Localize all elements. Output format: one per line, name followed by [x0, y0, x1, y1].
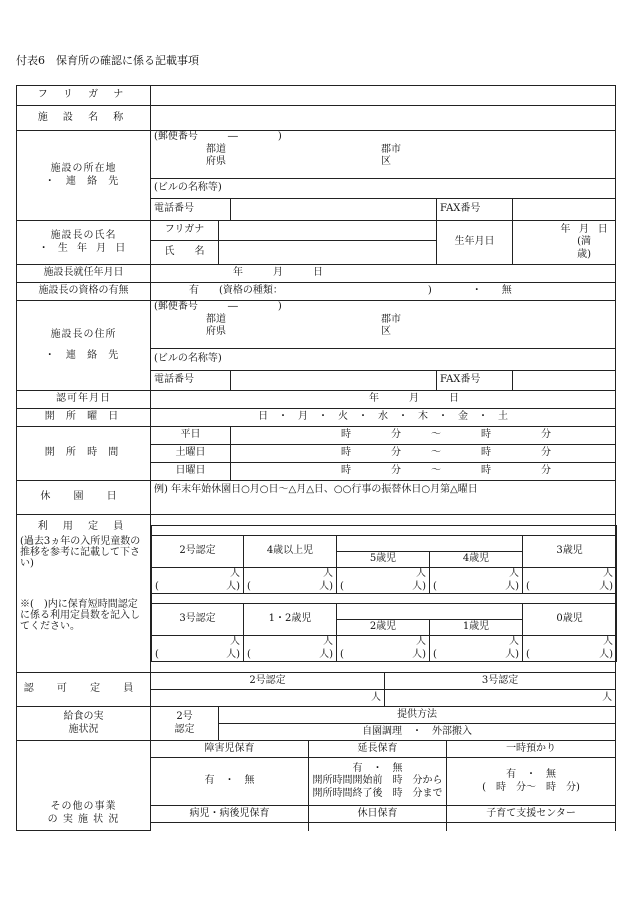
- city-label-1: 郡市: [381, 143, 401, 155]
- birth-day-label: 日: [597, 223, 608, 235]
- capacity-grid-cell: [151, 515, 616, 673]
- birth-month-label: 月: [579, 223, 590, 235]
- age3-nin: 人: [603, 568, 614, 579]
- age1-paren-l: (: [433, 648, 437, 660]
- cert3-count-cell[interactable]: [152, 636, 244, 662]
- other-services-label: [17, 741, 151, 831]
- hours-weekday-field[interactable]: 時 分 ～ 時 分: [231, 427, 616, 445]
- age3-paren-r: 人): [599, 580, 614, 592]
- dir-postal-code-label: (郵便番号 ― ): [154, 301, 282, 312]
- other-services-label-2: の 実 施 状 況: [47, 813, 120, 825]
- facility-form-table: [16, 85, 622, 831]
- age4-count-cell[interactable]: [430, 568, 523, 594]
- capacity-note: (過去3ヵ年の入所児童数の推移を参考に記載して下さい): [20, 535, 141, 569]
- birthdate-field[interactable]: [513, 221, 622, 265]
- extended-end: 開所時間終了後 時 分まで: [312, 787, 443, 799]
- age3-count-cell[interactable]: [523, 568, 617, 594]
- over4-paren-r: 人): [319, 580, 333, 592]
- disabled-care-yes-no[interactable]: 有 ・ 無: [151, 758, 309, 806]
- appointed-date-label: 施設長就任年月日: [17, 265, 151, 283]
- dir-fax-label: FAX番号: [437, 371, 513, 391]
- age5-nin: 人: [416, 568, 426, 579]
- director-furigana-label: フリガナ: [151, 221, 219, 241]
- hours-saturday-field[interactable]: 時 分 ～ 時 分: [231, 445, 616, 463]
- director-address-label-1: 施設長の住所: [50, 329, 117, 340]
- meal-cert-label-2: 認定: [174, 723, 195, 735]
- age1-count-cell[interactable]: [430, 636, 523, 662]
- phone-field[interactable]: [231, 199, 437, 221]
- dir-city-label-2: 区: [381, 326, 391, 337]
- meal-cert-label: [151, 707, 219, 741]
- support-center-field[interactable]: [447, 823, 616, 831]
- capacity-label: 利 用 定 員: [37, 521, 130, 532]
- temp-care-label: 一時預かり: [447, 741, 616, 758]
- lc-cert2-label: 2号認定: [151, 673, 385, 690]
- cert2-count-cell[interactable]: [152, 568, 244, 594]
- age3-paren-l: (: [526, 580, 530, 592]
- city-label-2: 区: [381, 156, 391, 167]
- meal-label-2: 施状況: [68, 723, 99, 735]
- age0-paren-r: 人): [599, 648, 614, 660]
- capacity-label-cell: [17, 515, 151, 673]
- temp-time: ( 時 分～ 時 分): [482, 781, 580, 793]
- age0-count-cell[interactable]: [523, 636, 617, 662]
- holiday-care-label: 休日保育: [309, 806, 447, 823]
- support-center-label: 子育て支援センター: [447, 806, 616, 823]
- open-days-label: 開 所 曜 日: [17, 409, 151, 427]
- birth-year-label: 年: [560, 223, 571, 235]
- cert3-label: 3号認定: [152, 604, 244, 636]
- closed-days-label: 休 園 日: [17, 481, 151, 515]
- capacity-grid: [151, 525, 617, 662]
- age12-label: 1・2歳児: [244, 604, 337, 636]
- sick-care-field[interactable]: [151, 823, 309, 831]
- extended-care-label: 延長保育: [309, 741, 447, 758]
- lc-cert3-field[interactable]: 人: [385, 690, 616, 707]
- age5-paren-l: (: [340, 580, 344, 592]
- cert3-paren-l: (: [155, 648, 159, 660]
- director-name-label-small: 氏 名: [151, 241, 219, 265]
- facility-address-label-2: ・ 連 絡 先: [44, 175, 123, 187]
- facility-address-field[interactable]: [151, 131, 616, 179]
- qualification-field[interactable]: 有 (資格の種類： ) ・ 無: [151, 283, 616, 301]
- age12-nin: 人: [323, 636, 333, 647]
- hours-day-sunday: 日曜日: [151, 463, 231, 481]
- extended-yes-no: 有 ・ 無: [352, 762, 403, 774]
- director-address-field[interactable]: [151, 301, 616, 349]
- appointed-date-field[interactable]: 年 月 日: [151, 265, 616, 283]
- qualification-label: 施設長の資格の有無: [17, 283, 151, 301]
- age2-nin: 人: [416, 636, 426, 647]
- age2-paren-r: 人): [412, 648, 426, 660]
- cert2-paren-l: (: [155, 580, 159, 592]
- dir-phone-field[interactable]: [231, 371, 437, 391]
- age1-label: 1歳児: [430, 620, 523, 636]
- cert2-label: 2号認定: [152, 536, 244, 568]
- open-hours-label: 開 所 時 間: [17, 427, 151, 481]
- age4-paren-l: (: [433, 580, 437, 592]
- cert2-paren-r: 人): [226, 580, 240, 592]
- dir-city-label-1: 郡市: [381, 313, 401, 325]
- facility-name-label: 施 設 名 称: [17, 106, 151, 131]
- temp-care-cell[interactable]: [447, 758, 616, 806]
- meal-cert-label-1: 2号: [176, 711, 193, 722]
- dir-address-row-2: [154, 326, 612, 339]
- age3-label: 3歳児: [523, 536, 617, 568]
- meal-method-label: 提供方法: [219, 707, 616, 724]
- director-address-label-2: ・ 連 絡 先: [44, 349, 123, 361]
- short-time-note: ※( )内に保育短時間認定に係る利用定員数を記入してください。: [20, 598, 140, 632]
- age4-label: 4歳児: [430, 552, 523, 568]
- sick-care-label: 病児・病後児保育: [151, 806, 309, 823]
- birthdate-label: 生年月日: [437, 221, 513, 265]
- age0-paren-l: (: [526, 648, 530, 660]
- director-furigana-field[interactable]: [219, 221, 437, 241]
- meal-label: [17, 707, 151, 741]
- facility-name-field[interactable]: [151, 106, 616, 131]
- age12-count-cell[interactable]: [244, 636, 337, 662]
- director-address-label: [17, 301, 151, 391]
- fax-label: FAX番号: [437, 199, 513, 221]
- prefecture-label-1: 都道: [206, 143, 226, 155]
- age5-label: 5歳児: [337, 552, 430, 568]
- dir-prefecture-label-2: 府県: [206, 326, 226, 337]
- age-label: (満 歳): [577, 236, 622, 260]
- approval-date-label: 認可年月日: [17, 391, 151, 409]
- lc-cert3-label: 3号認定: [385, 673, 616, 690]
- document-title: 付表6 保育所の確認に係る記載事項: [16, 54, 199, 67]
- dir-phone-label: 電話番号: [151, 371, 231, 391]
- age12-paren-l: (: [247, 648, 251, 660]
- extended-care-cell[interactable]: [309, 758, 447, 806]
- cert2-count-row: [152, 568, 617, 594]
- over4-count-cell[interactable]: [244, 568, 337, 594]
- temp-yes-no: 有 ・ 無: [506, 769, 557, 780]
- age4-paren-r: 人): [505, 580, 519, 592]
- age5-count-cell[interactable]: [337, 568, 430, 594]
- cert3-count-row: [152, 636, 617, 662]
- holiday-care-field[interactable]: [309, 823, 447, 831]
- disabled-care-label: 障害児保育: [151, 741, 309, 758]
- postal-code-label: (郵便番号 ― ): [154, 131, 282, 142]
- dir-prefecture-label-1: 都道: [206, 313, 226, 325]
- facility-furigana-field[interactable]: [151, 86, 616, 106]
- address-prefecture-row-2: [154, 156, 612, 169]
- director-name-label: [17, 221, 151, 265]
- age2-count-cell[interactable]: [337, 636, 430, 662]
- meal-method-options[interactable]: 自園調理 ・ 外部搬入: [219, 724, 616, 741]
- director-name-field[interactable]: [219, 241, 437, 265]
- dir-address-row-1: [154, 314, 612, 327]
- age1-nin: 人: [509, 636, 519, 647]
- lc-cert2-field[interactable]: 人: [151, 690, 385, 707]
- fax-field[interactable]: [513, 199, 616, 221]
- age2-label: 2歳児: [337, 620, 430, 636]
- director-name-label-1: 施設長の氏名: [50, 230, 117, 241]
- dir-fax-field[interactable]: [513, 371, 616, 391]
- building-name-field[interactable]: (ビルの名称等): [151, 179, 616, 199]
- facility-address-label: [17, 131, 151, 221]
- extended-start: 開所時間開始前 時 分から: [312, 775, 443, 787]
- other-services-label-1: その他の事業: [50, 801, 117, 812]
- approval-date-field[interactable]: 年 月 日: [151, 391, 616, 409]
- age1-paren-r: 人): [505, 648, 519, 660]
- address-prefecture-row: [154, 144, 612, 157]
- hours-day-weekday: 平日: [151, 427, 231, 445]
- cert3-paren-r: 人): [226, 648, 240, 660]
- closed-days-field[interactable]: 例) 年末年始休園日○月○日～△月△日、○○行事の振替休日○月第△曜日: [151, 481, 616, 515]
- furigana-label: フ リ ガ ナ: [17, 86, 151, 106]
- over4-paren-l: (: [247, 580, 251, 592]
- phone-label: 電話番号: [151, 199, 231, 221]
- age12-paren-r: 人): [319, 648, 333, 660]
- age2-paren-l: (: [340, 648, 344, 660]
- facility-address-label-1: 施設の所在地: [50, 163, 117, 174]
- age5-paren-r: 人): [412, 580, 426, 592]
- dir-building-name-field[interactable]: (ビルの名称等): [151, 349, 616, 371]
- cert2-nin: 人: [230, 568, 240, 579]
- hours-day-saturday: 土曜日: [151, 445, 231, 463]
- meal-label-1: 給食の実: [63, 711, 104, 722]
- birthdate-ymd: [516, 224, 612, 237]
- age0-nin: 人: [603, 636, 614, 647]
- licensed-capacity-label: 認 可 定 員: [17, 673, 151, 707]
- hours-sunday-field[interactable]: 時 分 ～ 時 分: [231, 463, 616, 481]
- prefecture-label-2: 府県: [206, 156, 226, 167]
- age4-nin: 人: [509, 568, 519, 579]
- over4-nin: 人: [323, 568, 333, 579]
- over4-label: 4歳以上児: [244, 536, 337, 568]
- director-name-label-2: ・ 生 年 月 日: [38, 242, 129, 254]
- age0-label: 0歳児: [523, 604, 617, 636]
- cert3-nin: 人: [230, 636, 240, 647]
- open-days-field[interactable]: 日 ・ 月 ・ 火 ・ 水 ・ 木 ・ 金 ・ 土: [151, 409, 616, 427]
